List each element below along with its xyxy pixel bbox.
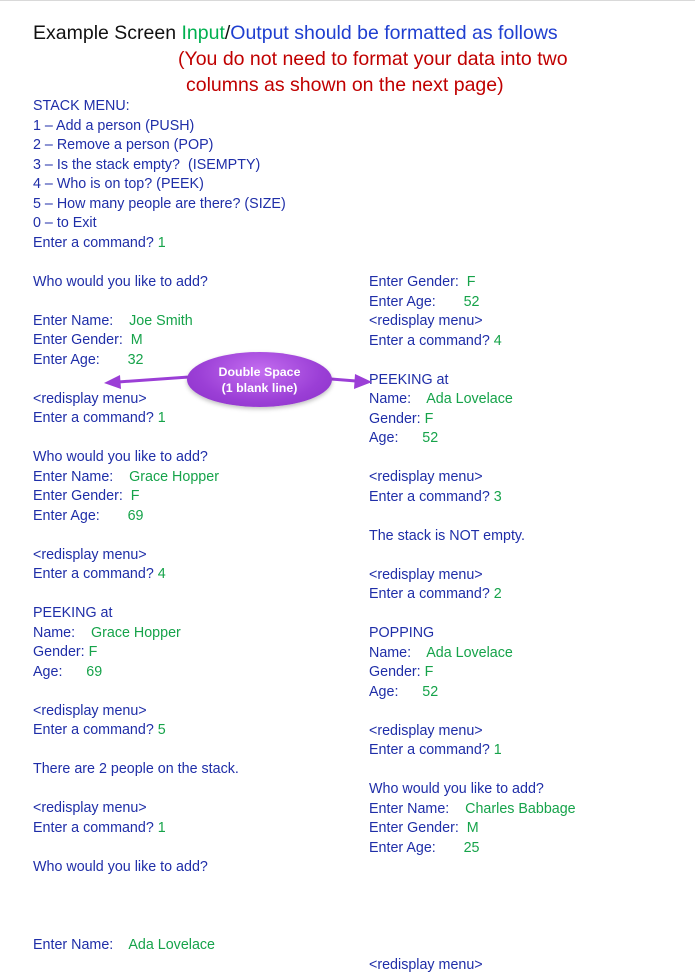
user-input-value: 52 (422, 430, 438, 446)
user-input-value: Ada Lovelace (128, 937, 215, 953)
user-input-value: 52 (464, 294, 480, 310)
user-input-value: 32 (128, 352, 144, 368)
user-input-value: 52 (422, 684, 438, 700)
prompt-text: Name: (369, 391, 426, 407)
user-input-value: F (467, 274, 476, 290)
prompt-text: Name: (33, 625, 91, 641)
prompt-text: Enter a command? (33, 410, 158, 426)
prompt-text: Enter a command? (33, 820, 158, 836)
user-input-value: Ada Lovelace (426, 391, 513, 407)
prompt-text: 2 – Remove a person (POP) (33, 137, 213, 153)
user-input-value: 69 (86, 664, 102, 680)
prompt-text: Enter a command? (33, 235, 158, 251)
prompt-text: The stack is NOT empty. (369, 528, 525, 544)
prompt-text: <redisplay menu> (33, 547, 147, 563)
user-input-value: 1 (158, 410, 166, 426)
heading-prefix: Example Screen (33, 22, 182, 44)
prompt-text: Name: (369, 645, 426, 661)
user-input-value: F (425, 664, 434, 680)
prompt-text: <redisplay menu> (369, 469, 483, 485)
prompt-text: Enter Gender: (369, 820, 467, 836)
user-input-value: 1 (158, 235, 166, 251)
prompt-text: Enter Gender: (33, 488, 131, 504)
prompt-text: Enter Name: (33, 313, 129, 329)
prompt-text: <redisplay menu> (369, 313, 483, 329)
user-input-value: F (89, 644, 98, 660)
callout-line-1: Double Space (187, 364, 332, 380)
user-input-value: Charles Babbage (465, 801, 575, 817)
prompt-text: Enter Age: (369, 840, 464, 856)
user-input-value: 25 (464, 840, 480, 856)
note-line-1: (You do not need to format your data into two (178, 47, 568, 71)
right-arrow (331, 374, 372, 389)
prompt-text: 3 – Is the stack empty? (ISEMPTY) (33, 157, 260, 173)
prompt-text: Who would you like to add? (33, 859, 208, 875)
note-line-2: columns as shown on the next page) (186, 73, 504, 97)
user-input-value: 4 (158, 566, 166, 582)
prompt-text: <redisplay menu> (369, 567, 483, 583)
prompt-text: STACK MENU: (33, 98, 130, 114)
prompt-text: <redisplay menu> (369, 957, 483, 973)
prompt-text: Enter Name: (33, 937, 128, 953)
prompt-text: Gender: (369, 664, 425, 680)
prompt-text: Who would you like to add? (369, 781, 544, 797)
prompt-text: Who would you like to add? (33, 449, 208, 465)
prompt-text: Enter a command? (33, 722, 158, 738)
prompt-text: 1 – Add a person (PUSH) (33, 118, 194, 134)
prompt-text: Who would you like to add? (33, 274, 208, 290)
heading-suffix: should be formatted as follows (289, 22, 558, 44)
user-input-value: Joe Smith (129, 313, 193, 329)
user-input-value: F (425, 411, 434, 427)
user-input-value: 2 (494, 586, 502, 602)
prompt-text: <redisplay menu> (33, 800, 147, 816)
user-input-value: M (131, 332, 143, 348)
prompt-text: Enter Gender: (33, 332, 131, 348)
prompt-text: Gender: (369, 411, 425, 427)
prompt-text: POPPING (369, 625, 434, 641)
prompt-text: Enter Age: (33, 352, 128, 368)
callout-line-2: (1 blank line) (187, 380, 332, 396)
prompt-text: Enter Age: (369, 294, 464, 310)
prompt-text: Age: (33, 664, 86, 680)
left-arrow (104, 375, 189, 389)
heading-output-word: Output (230, 22, 289, 44)
prompt-text: 4 – Who is on top? (PEEK) (33, 176, 204, 192)
heading-input-word: Input (182, 22, 225, 44)
user-input-value: Ada Lovelace (426, 645, 513, 661)
prompt-text: Gender: (33, 644, 89, 660)
prompt-text: <redisplay menu> (33, 391, 147, 407)
user-input-value: M (467, 820, 479, 836)
prompt-text: 0 – to Exit (33, 215, 97, 231)
user-input-value: 1 (158, 820, 166, 836)
user-input-value: 3 (494, 489, 502, 505)
prompt-text: PEEKING at (369, 372, 448, 388)
prompt-text: Enter a command? (369, 586, 494, 602)
prompt-text: Enter Gender: (369, 274, 467, 290)
prompt-text: Enter a command? (369, 333, 494, 349)
user-input-value: Grace Hopper (91, 625, 181, 641)
user-input-value: 1 (494, 742, 502, 758)
prompt-text: Enter Name: (369, 801, 465, 817)
prompt-text: Age: (369, 430, 422, 446)
prompt-text: <redisplay menu> (369, 723, 483, 739)
prompt-text: There are 2 people on the stack. (33, 761, 239, 777)
prompt-text: Enter a command? (369, 489, 494, 505)
heading-slash: / (225, 22, 230, 44)
prompt-text: Enter Age: (33, 508, 128, 524)
prompt-text: Enter Name: (33, 469, 129, 485)
prompt-text: PEEKING at (33, 605, 112, 621)
user-input-value: Grace Hopper (129, 469, 219, 485)
user-input-value: 4 (494, 333, 502, 349)
double-space-callout (187, 352, 332, 407)
prompt-text: <redisplay menu> (33, 703, 147, 719)
prompt-text: Age: (369, 684, 422, 700)
user-input-value: 5 (158, 722, 166, 738)
prompt-text: Enter a command? (33, 566, 158, 582)
user-input-value: 69 (128, 508, 144, 524)
prompt-text: Enter a command? (369, 742, 494, 758)
user-input-value: F (131, 488, 140, 504)
prompt-text: 5 – How many people are there? (SIZE) (33, 196, 286, 212)
